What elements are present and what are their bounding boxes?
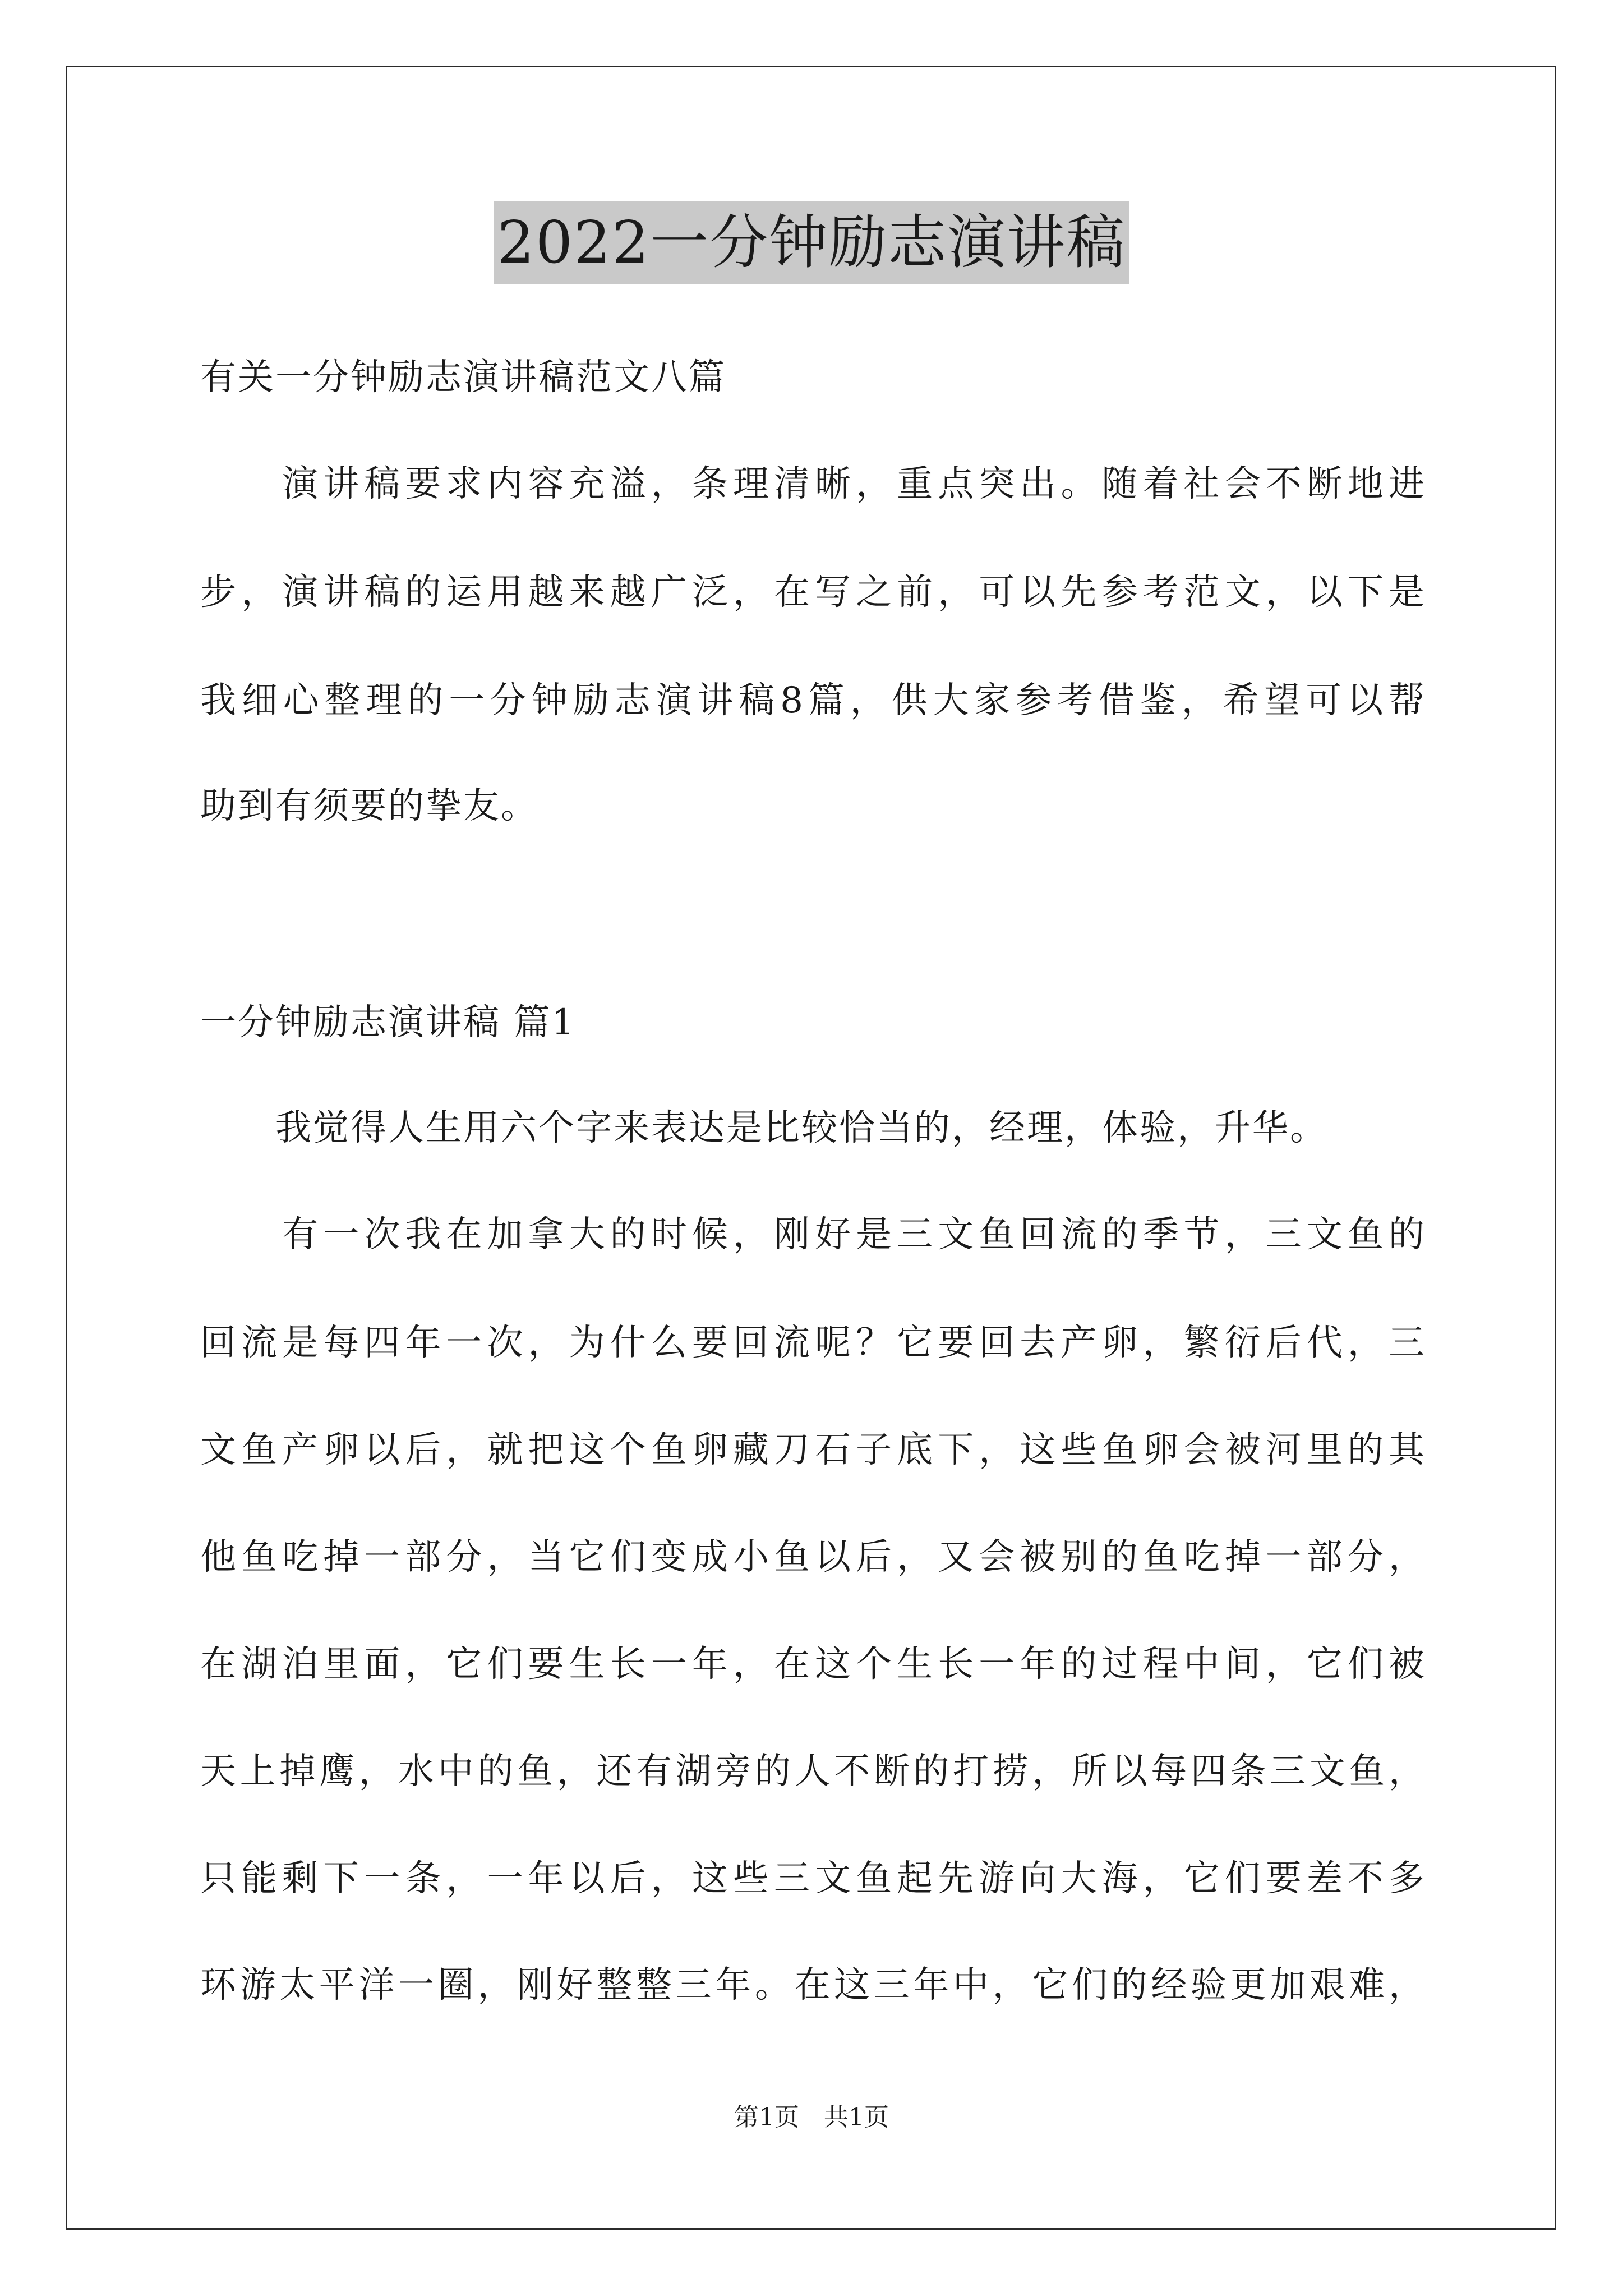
paragraph-line: 只能剩下一条，一年以后，这些三文鱼起先游向大海，它们要差不多 <box>200 1858 1426 1899</box>
paragraph-line: 我细心整理的一分钟励志演讲稿8篇，供大家参考借鉴，希望可以帮 <box>200 680 1426 721</box>
paragraph-line: 在湖泊里面，它们要生长一年，在这个生长一年的过程中间，它们被 <box>200 1644 1426 1685</box>
page-footer: 第1页 共1页 <box>734 2103 889 2132</box>
subtitle-line: 有关一分钟励志演讲稿范文八篇 <box>200 357 726 398</box>
paragraph-line: 回流是每四年一次，为什么要回流呢？它要回去产卵，繁衍后代，三 <box>200 1322 1426 1364</box>
paragraph-line: 文鱼产卵以后，就把这个鱼卵藏刀石子底下，这些鱼卵会被河里的其 <box>200 1429 1426 1471</box>
paragraph-line: 他鱼吃掉一部分，当它们变成小鱼以后，又会被别的鱼吃掉一部分， <box>200 1536 1426 1578</box>
title-container <box>0 201 1623 284</box>
section-heading: 一分钟励志演讲稿 篇1 <box>200 1002 577 1043</box>
paragraph-line: 我觉得人生用六个字来表达是比较恰当的，经理，体验，升华。 <box>200 1107 1327 1149</box>
paragraph-line: 演讲稿要求内容充溢，条理清晰，重点突出。随着社会不断地进 <box>200 463 1426 505</box>
paragraph-line: 步，演讲稿的运用越来越广泛，在写之前，可以先参考范文，以下是 <box>200 572 1426 613</box>
paragraph-line: 有一次我在加拿大的时候，刚好是三文鱼回流的季节，三文鱼的 <box>200 1214 1426 1255</box>
paragraph-line: 环游太平洋一圈，刚好整整三年。在这三年中，它们的经验更加艰难， <box>200 1964 1426 2006</box>
document-title: 2022一分钟励志演讲稿 <box>494 201 1129 284</box>
paragraph-line: 天上掉鹰，水中的鱼，还有湖旁的人不断的打捞，所以每四条三文鱼， <box>200 1751 1426 1792</box>
paragraph-line: 助到有须要的挚友。 <box>200 785 538 827</box>
